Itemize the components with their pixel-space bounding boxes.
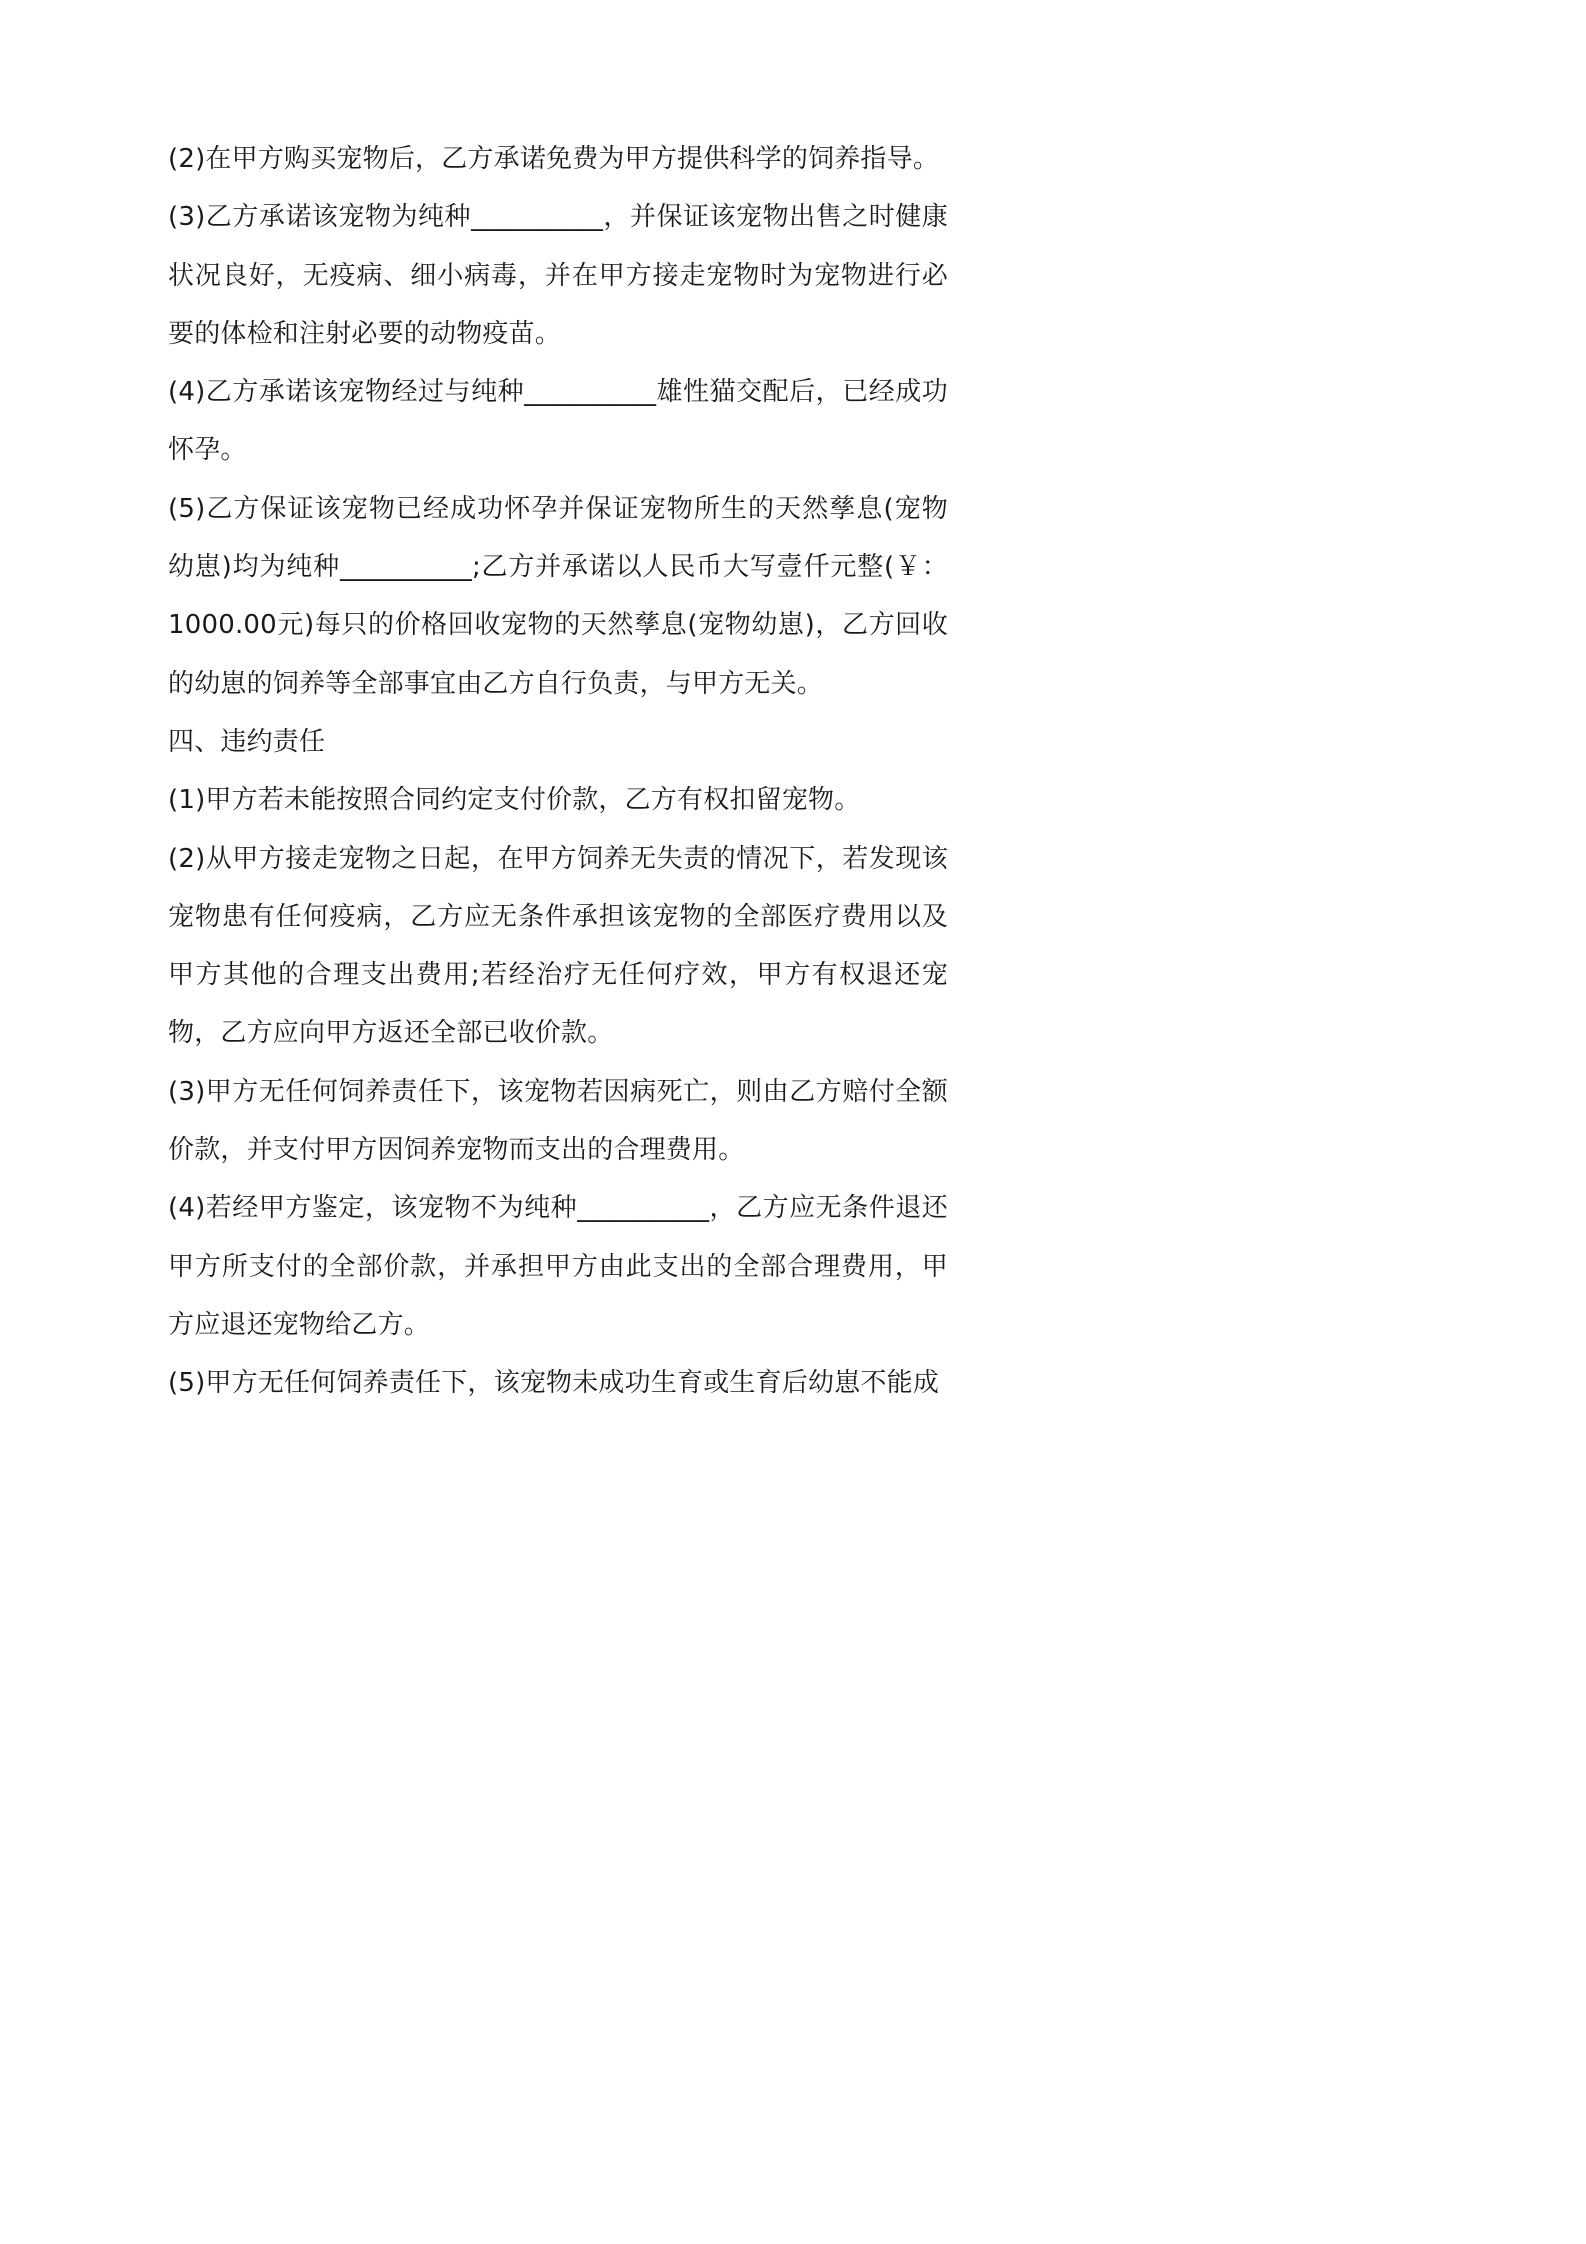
clause-4-5: (5)甲方无任何饲养责任下，该宠物未成功生育或生育后幼崽不能成: [168, 1368, 940, 1399]
document-page: [168, 130, 948, 1413]
clause-4-4: (4)若经甲方鉴定，该宠物不为纯种__________，乙方应无条件退还甲方所支付的全部价款，并承担甲方由此支出的全部合理费用，甲方应退还宠物给乙方。: [168, 1193, 948, 1340]
clause-3-3: (3)乙方承诺该宠物为纯种__________，并保证该宠物出售之时健康状况良好，无疫病、细小病毒，并在甲方接走宠物时为宠物进行必要的体检和注射必要的动物疫苗。: [168, 202, 948, 349]
section-heading-breach-liability: 四、违约责任: [168, 726, 326, 757]
clause-3-4: (4)乙方承诺该宠物经过与纯种__________雄性猫交配后，已经成功怀孕。: [168, 377, 948, 466]
clause-4-2: (2)从甲方接走宠物之日起，在甲方饲养无失责的情况下，若发现该宠物患有任何疫病，乙方应无条件承担该宠物的全部医疗费用以及甲方其他的合理支出费用;若经治疗无任何疗效，甲方有权退还宠物，乙方应向甲方返还全部已收价款。: [168, 843, 948, 1049]
clause-4-3: (3)甲方无任何饲养责任下，该宠物若因病死亡，则由乙方赔付全额价款，并支付甲方因饲养宠物而支出的合理费用。: [168, 1076, 948, 1166]
clause-3-2: (2)在甲方购买宠物后，乙方承诺免费为甲方提供科学的饲养指导。: [168, 144, 940, 174]
clause-4-1: (1)甲方若未能按照合同约定支付价款，乙方有权扣留宠物。: [168, 785, 861, 816]
clause-3-5: (5)乙方保证该宠物已经成功怀孕并保证宠物所生的天然孳息(宠物幼崽)均为纯种__________;乙方并承诺以人民币大写壹仟元整(￥：1000.00元)每只的价格回收宠物的天然孳息(宠物幼崽)，乙方回收的幼崽的饲养等全部事宜由乙方自行负责，与甲方无关。: [168, 493, 948, 699]
